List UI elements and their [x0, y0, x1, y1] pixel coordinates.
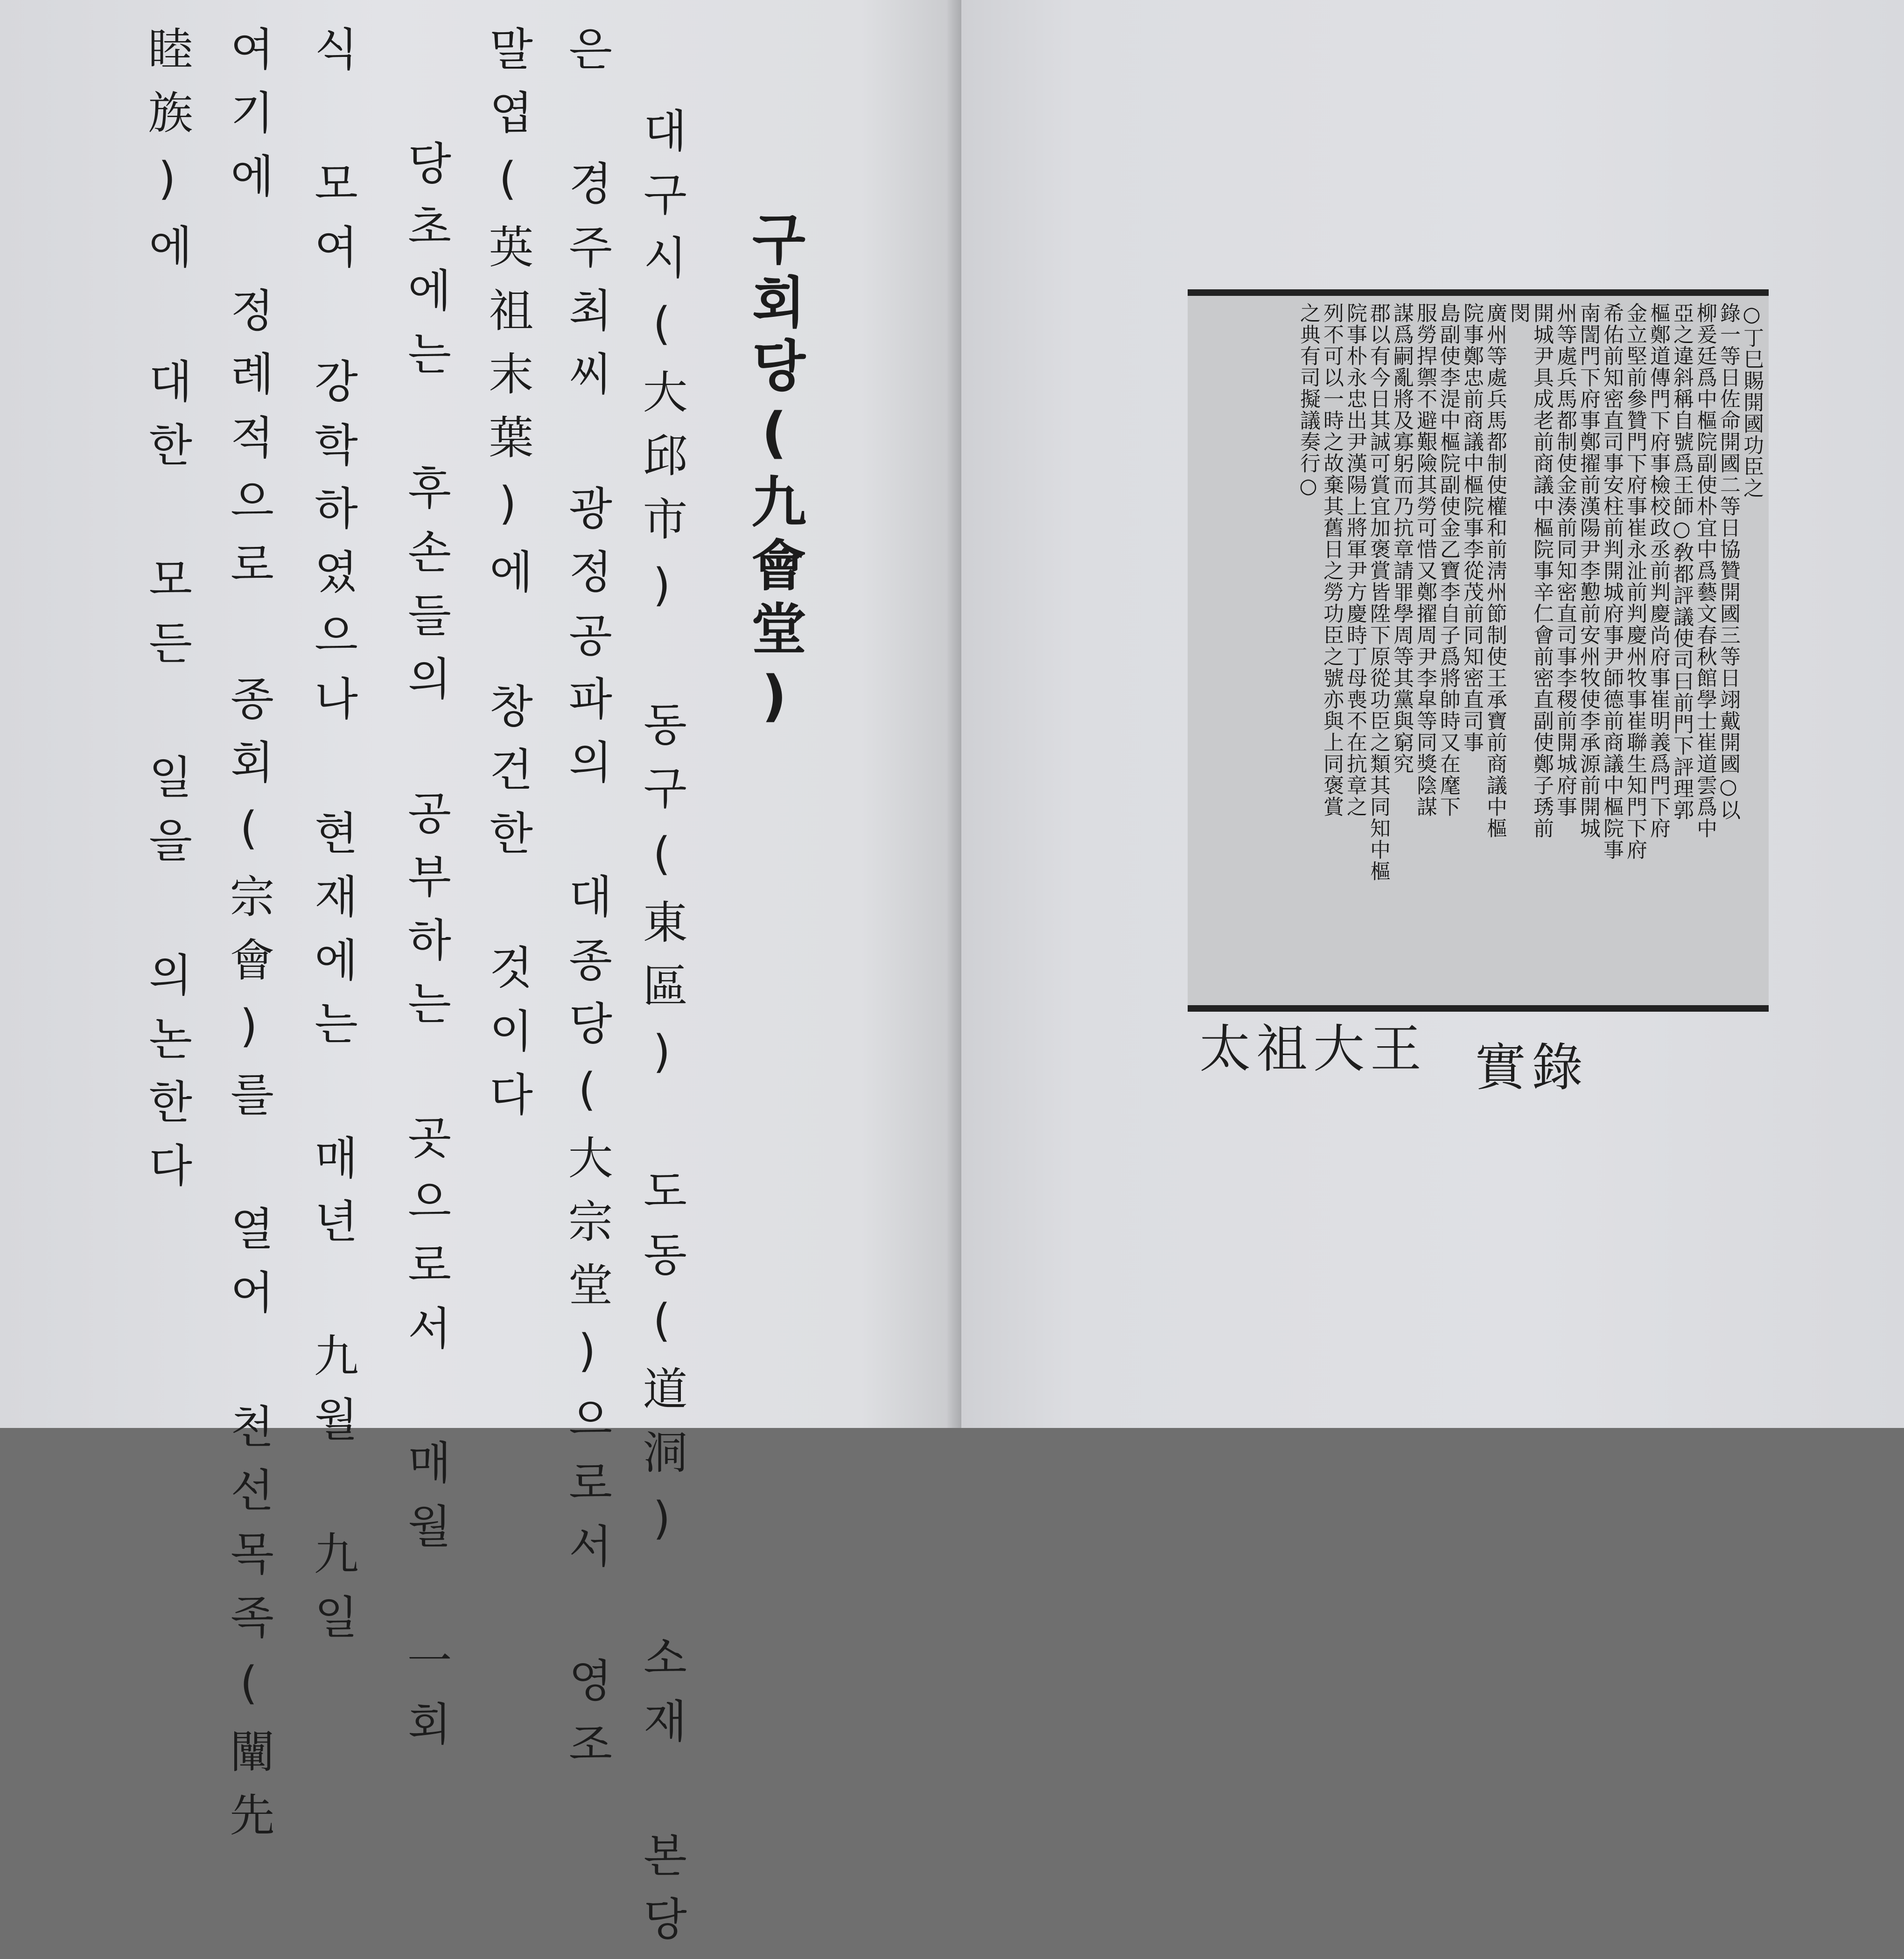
scan-line: 閔: [1506, 302, 1530, 324]
scan-line: 南誾門下府事鄭擢前漢陽尹李懃前安州牧使李承源前開城: [1576, 302, 1600, 839]
page-heading: 구회당(九會堂): [742, 210, 806, 736]
scan-line: 樞鄭道傳門下府事檢校政丞前判慶尚府事崔明義爲門下府: [1646, 302, 1670, 839]
scan-line: 錄一等日佐命開國二等日協贊開國三等日翊戴開國○以: [1716, 302, 1740, 821]
text-line-5: 식 모여 강학하였으나 현재에는 매년 九월 九일: [307, 26, 359, 1657]
annals-scan-text: [1296, 302, 1763, 999]
text-line-3: 말엽(英祖末葉)에 창건한 것이다: [482, 26, 534, 1134]
scan-line: ○丁巳賜開國功臣之: [1740, 302, 1764, 499]
scan-line: 柳爰廷爲中樞院副使朴宜中爲藝文春秋館學士崔道雲爲中: [1693, 302, 1717, 839]
scan-line: 亞之違斜稱自號爲王師○敎都評議使司曰前門下評理郭: [1670, 302, 1694, 821]
scan-line: 州等處兵馬都制使金湊前同知密直司事李稷前開城府事: [1553, 302, 1577, 818]
text-line-6: 여기에 정례적으로 종회(宗會)를 열어 천선목족(闡先: [223, 26, 275, 1855]
scan-line: 金立堅前參贊門下府事崔永沚前判慶州牧事崔聯生知門下府: [1623, 302, 1647, 861]
caption-subtitle: 實錄: [1475, 1038, 1589, 1098]
scan-line: 列不可以一時之故棄其舊日之勞功臣之號亦與上同褒賞: [1320, 302, 1344, 818]
text-line-4: 당초에는 후손들의 공부하는 곳으로서 매월 一회: [400, 140, 452, 1764]
text-line-7: 睦族)에 대한 모든 일을 의논한다: [141, 26, 193, 1205]
scan-line: 廣州等處兵馬都制使權和前淸州節制使王承寶前商議中樞: [1483, 302, 1507, 839]
caption-title: 太祖大王: [1199, 1019, 1427, 1079]
scan-line: 之典有司擬議奏行○: [1296, 302, 1320, 499]
scan-line: 院事朴永忠出尹漢陽上將軍尹方慶時丁母喪不在抗章之: [1343, 302, 1367, 818]
text-line-2: 은 경주최씨 광정공파의 대종당(大宗堂)으로서 영조: [561, 26, 613, 1784]
scan-line: 希佑前知密直司事安柱前判開城府事尹師德前商議中樞院事: [1600, 302, 1624, 861]
scan-line: 開城尹具成老前商議中樞院事辛仁會前密直副使鄭子琇前: [1530, 302, 1554, 839]
annals-scan-image: [1188, 289, 1769, 1012]
scan-line: 服勞捍禦不避艱險其勞可惜又鄭擢周尹李皐等同獎陰謀: [1413, 302, 1437, 818]
scan-line: 謀爲嗣亂將及寡躬而乃抗章請罪學周等其黨與窮究: [1390, 302, 1414, 775]
scan-line: 院事鄭忠前商議中樞院事李從茂前同知密直司事: [1460, 302, 1484, 753]
text-line-1: 대구시(大邱市) 동구(東區) 도동(道洞) 소재 본당: [636, 107, 688, 1959]
scan-line: 郡以有今日其誠可賞宜加褒賞皆陞下原從功臣之類其同知中樞: [1366, 302, 1390, 882]
scan-line: 島副使李湜中樞院副使金乙寶李自子爲將帥時又在麾下: [1436, 302, 1460, 818]
